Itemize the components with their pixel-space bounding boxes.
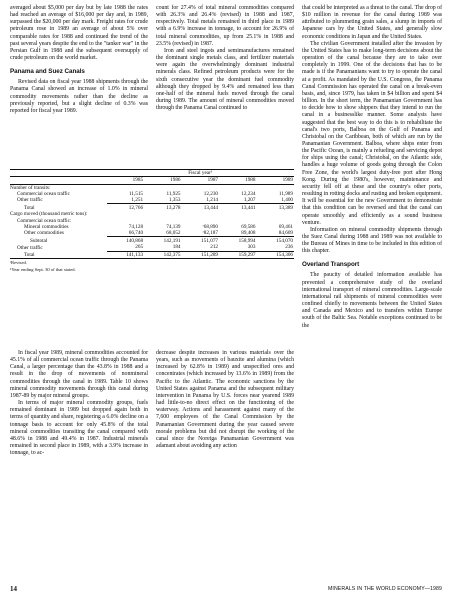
column-2-upper (156, 5, 294, 112)
cell: 1,251 (131, 197, 144, 204)
section-heading-panama-suez: Panama and Suez Canals (10, 68, 85, 76)
cell: 1,207 (243, 197, 256, 204)
table-footnote-revised: ʳRevised. (10, 260, 27, 266)
cell: 12,234 (241, 190, 256, 197)
cell: 154,306 (256, 251, 294, 259)
cell: ʳ68,890 (202, 223, 218, 230)
table-row (10, 244, 294, 251)
cell: 151,077 (182, 237, 219, 244)
row-label: Total (10, 251, 107, 259)
paragraph: Iron and steel ingots and semimanufactures remained the dominant single metals class, and fertilizer materials were again the overwhelmingly dominant industrial minerals class. Refined petroleum products were for the sixth consecutive year the dominant fuel commodity although they dropped by 9.4% and remained less than one-half of the mineral fuels moved through the canal during 1989. The amount of mineral commodities moved through the Panama Canal continued to (156, 47, 294, 112)
cell: 13,444 (182, 204, 219, 211)
page-number: 14 (10, 585, 17, 593)
cell: 74,139 (166, 223, 181, 230)
cell: 13,278 (144, 204, 181, 211)
paragraph: count for 27.4% of total mineral commodities compared with 26.3% and 26.4% (revised) in 1988 and 1987, respectively. Total metals remained in third place in 1989 with a 6.9% increase in tonnage, to account for 26.9% of total mineral commodities, up from 25.1% in 1988 and 23.5% (revised) in 1987. (156, 5, 294, 47)
cell: 265 (135, 244, 144, 251)
cell: 303 (247, 244, 256, 251)
row-label: Commercial ocean traffic (17, 190, 70, 197)
cell: 142,191 (144, 237, 181, 244)
cell: 151,289 (182, 251, 219, 259)
paragraph: Revised data on fiscal year 1988 shipments through the Panama Canal showed an increase of 1.0% in mineral commodity movements rather than the decline as previously reported, but a slight decline of 0.3% was reported for fiscal year 1989. (10, 79, 148, 114)
cell: 69,461 (278, 223, 293, 230)
cell: 158,994 (219, 237, 256, 244)
section-heading-overland-transport: Overland Transport (302, 261, 360, 269)
paragraph: that could be interpreted as a threat to the canal. The drop of $10 million in revenue for the canal during 1989 was attributed to plummeting grain sales, a slump in imports of Japanese cars by the United States, and generally slow economic conditions in Japan and the United States. (302, 5, 442, 40)
cell: 154,070 (256, 237, 294, 244)
paragraph: The civilian Government installed after the invasion by the United States has to make long-term decisions about the operation of the canal because they are to take over completely in 1999. One of the decisions that has to be made is if the Panamanians want to try to operate the canal at a profit. As mandated by the U.S. Congress, the Panama Canal Commission has operated the canal on a break-even basis, and, since 1979, has taken in $4 billion and spent $4 billion. In the short term, the Panamanian Government has to decide how to show shippers that they intend to run the canal in a businesslike manner. Some analysts have suggested that the best way to do this is to rehabilitate the canal's two ports, Balboa on the Gulf of Panama and Christobal on the Caribbean, both of which are run by the Panamanian Government. Balboa, where ships enter from the Pacific Ocean, is mainly a refueling and servicing depot for ships using the canal; Christobal, on the Atlantic side, handles a huge volume of goods going through the Colon Free Zone, the world's largest duty-free port after Hong Kong. During the 1980's, however, maintenance and security fell off at these and the country's other ports, resulting in rotting docks and rusting and broken equipment. It will be essential for the new Government to demonstrate that this condition can be reversed and that the canal can operate smoothly and efficiently as a sound business venture. (302, 40, 442, 226)
section-label: Number of transits: (10, 184, 51, 191)
year-header: 1986 (144, 177, 181, 184)
year-header: 1989 (256, 177, 294, 184)
table-row-subtotal (10, 237, 294, 244)
row-label: Mineral commodities (24, 223, 69, 230)
row-label: Subtotal (30, 237, 48, 244)
row-label: Other traffic (17, 197, 43, 204)
paragraph: In terms of major mineral commodity groups, fuels remained dominant in 1989 but dropped again both in terms of quantity and share, registering a 6.0% decline on a tonnage basis to account for only 45.8% of the total mineral commodities transiting the canal compared with 48.6% in 1988 and 49.4% in 1987. Industrial minerals remained in second place in 1989, with a 3.9% increase in tonnage, to ac- (10, 400, 148, 457)
cell: 212 (210, 244, 218, 251)
cell: 1,400 (281, 197, 293, 204)
cell: 13,441 (219, 204, 256, 211)
cell: 1,214 (206, 197, 218, 204)
year-header: 1985 (107, 177, 144, 184)
paragraph: decrease despite increases in various materials over the years, such as movements of bauxite and alumina (which increased by 62.8% in 1989) and unspecified ores and concentrates (which increased by 13.6% in 1989) from the Pacific to the Atlantic. The economic sanctions by the United States against Panama and the subsequent military intervention in Panama by U.S. forces near yearend 1989 had little-to-no direct effect on the functioning of the waterway. Actions and harassment against many of the 7,600 employees of the Canal Commission by the Panamanian Government during the year caused severe morale problems but did not disrupt the working of the canal since the Noreiga Panamanian Government was adamant about avoiding any action (156, 350, 294, 450)
cell: 140,868 (107, 237, 144, 244)
cell: 236 (285, 244, 293, 251)
table-row (10, 230, 294, 237)
paragraph: Information on mineral commodity shipments through the Suez Canal during 1988 and 1989 was not available to the Bureau of Mines in time to be included in this edition of this chapter. (302, 226, 442, 255)
year-header: 1988 (219, 177, 256, 184)
fiscal-year-header: Fiscal year¹ (107, 170, 294, 177)
paragraph: averaged about $5,000 per day but by late 1988 the rates had reached an average of $16,000 per day and, in 1989, surpassed the $20,000 per day mark. Freight rates for crude petroleum rose in 1989 an average of about 5% over comparable rates for 1988 and continued the trend of the past several years despite the end to the "tanker war" in the Persian Gulf in 1988 and the subsequent oversupply of crude petroleum on the world market. (10, 5, 148, 62)
row-label: Total (24, 204, 35, 211)
row-label: Other traffic (17, 244, 43, 251)
column-1-upper (10, 5, 148, 115)
cell: 159,297 (219, 251, 256, 259)
section-label: Cargo moved (thousand metric tons): (10, 211, 88, 218)
cell: 74,128 (128, 223, 144, 230)
cell: 141,133 (107, 251, 144, 259)
year-header: 1987 (182, 177, 219, 184)
column-1-lower (10, 350, 148, 457)
cell: 142,375 (144, 251, 181, 259)
row-label: Other commodities (24, 230, 64, 237)
table-row (10, 197, 294, 204)
cell: 69,586 (241, 223, 256, 230)
cell: 11,515 (128, 190, 144, 197)
table-footnote-fiscal: ¹Year ending Sept. 30 of that stated. (10, 266, 76, 272)
cell: 11,989 (278, 190, 293, 197)
running-footer-title: MINERALS IN THE WORLD ECONOMY—1989 (328, 586, 442, 592)
cell: 184 (172, 244, 181, 251)
table-row-total (10, 251, 294, 259)
subsection-label: Commercial ocean traffic: (17, 217, 72, 224)
column-3 (302, 5, 442, 330)
data-table (10, 169, 294, 259)
cell: 1,353 (168, 197, 181, 204)
cell: 12,230 (203, 190, 218, 197)
cell: 12,766 (107, 204, 144, 211)
panama-canal-table (10, 169, 294, 273)
cell: 66,740 (128, 230, 144, 237)
cell: 11,925 (166, 190, 181, 197)
cell: ʳ82,187 (202, 230, 218, 237)
cell: 68,052 (166, 230, 181, 237)
column-2-lower (156, 350, 294, 450)
paragraph: The paucity of detailed information available has prevented a comprehensive study of the overland international transport of mineral commodities. Large-scale international rail shipments of mineral commodities were confined chiefly to movements between the United States and Canada and Mexico and to transfers within Europe south of the Baltic Sea. Notable exceptions continued to be the (302, 272, 442, 329)
cell: 84,609 (278, 230, 293, 237)
cell: 89,408 (241, 230, 256, 237)
cell: 13,389 (256, 204, 294, 211)
paragraph: In fiscal year 1989, mineral commodities accounted for 45.1% of all commercial ocean traffic through the Panama Canal, a larger percentage than the 43.8% in 1988 and a result in the drop of movements of nonmineral commodities through the canal in 1989. Table 10 shows mineral commodity movements through this canal during 1987-89 by major mineral groups. (10, 350, 148, 399)
